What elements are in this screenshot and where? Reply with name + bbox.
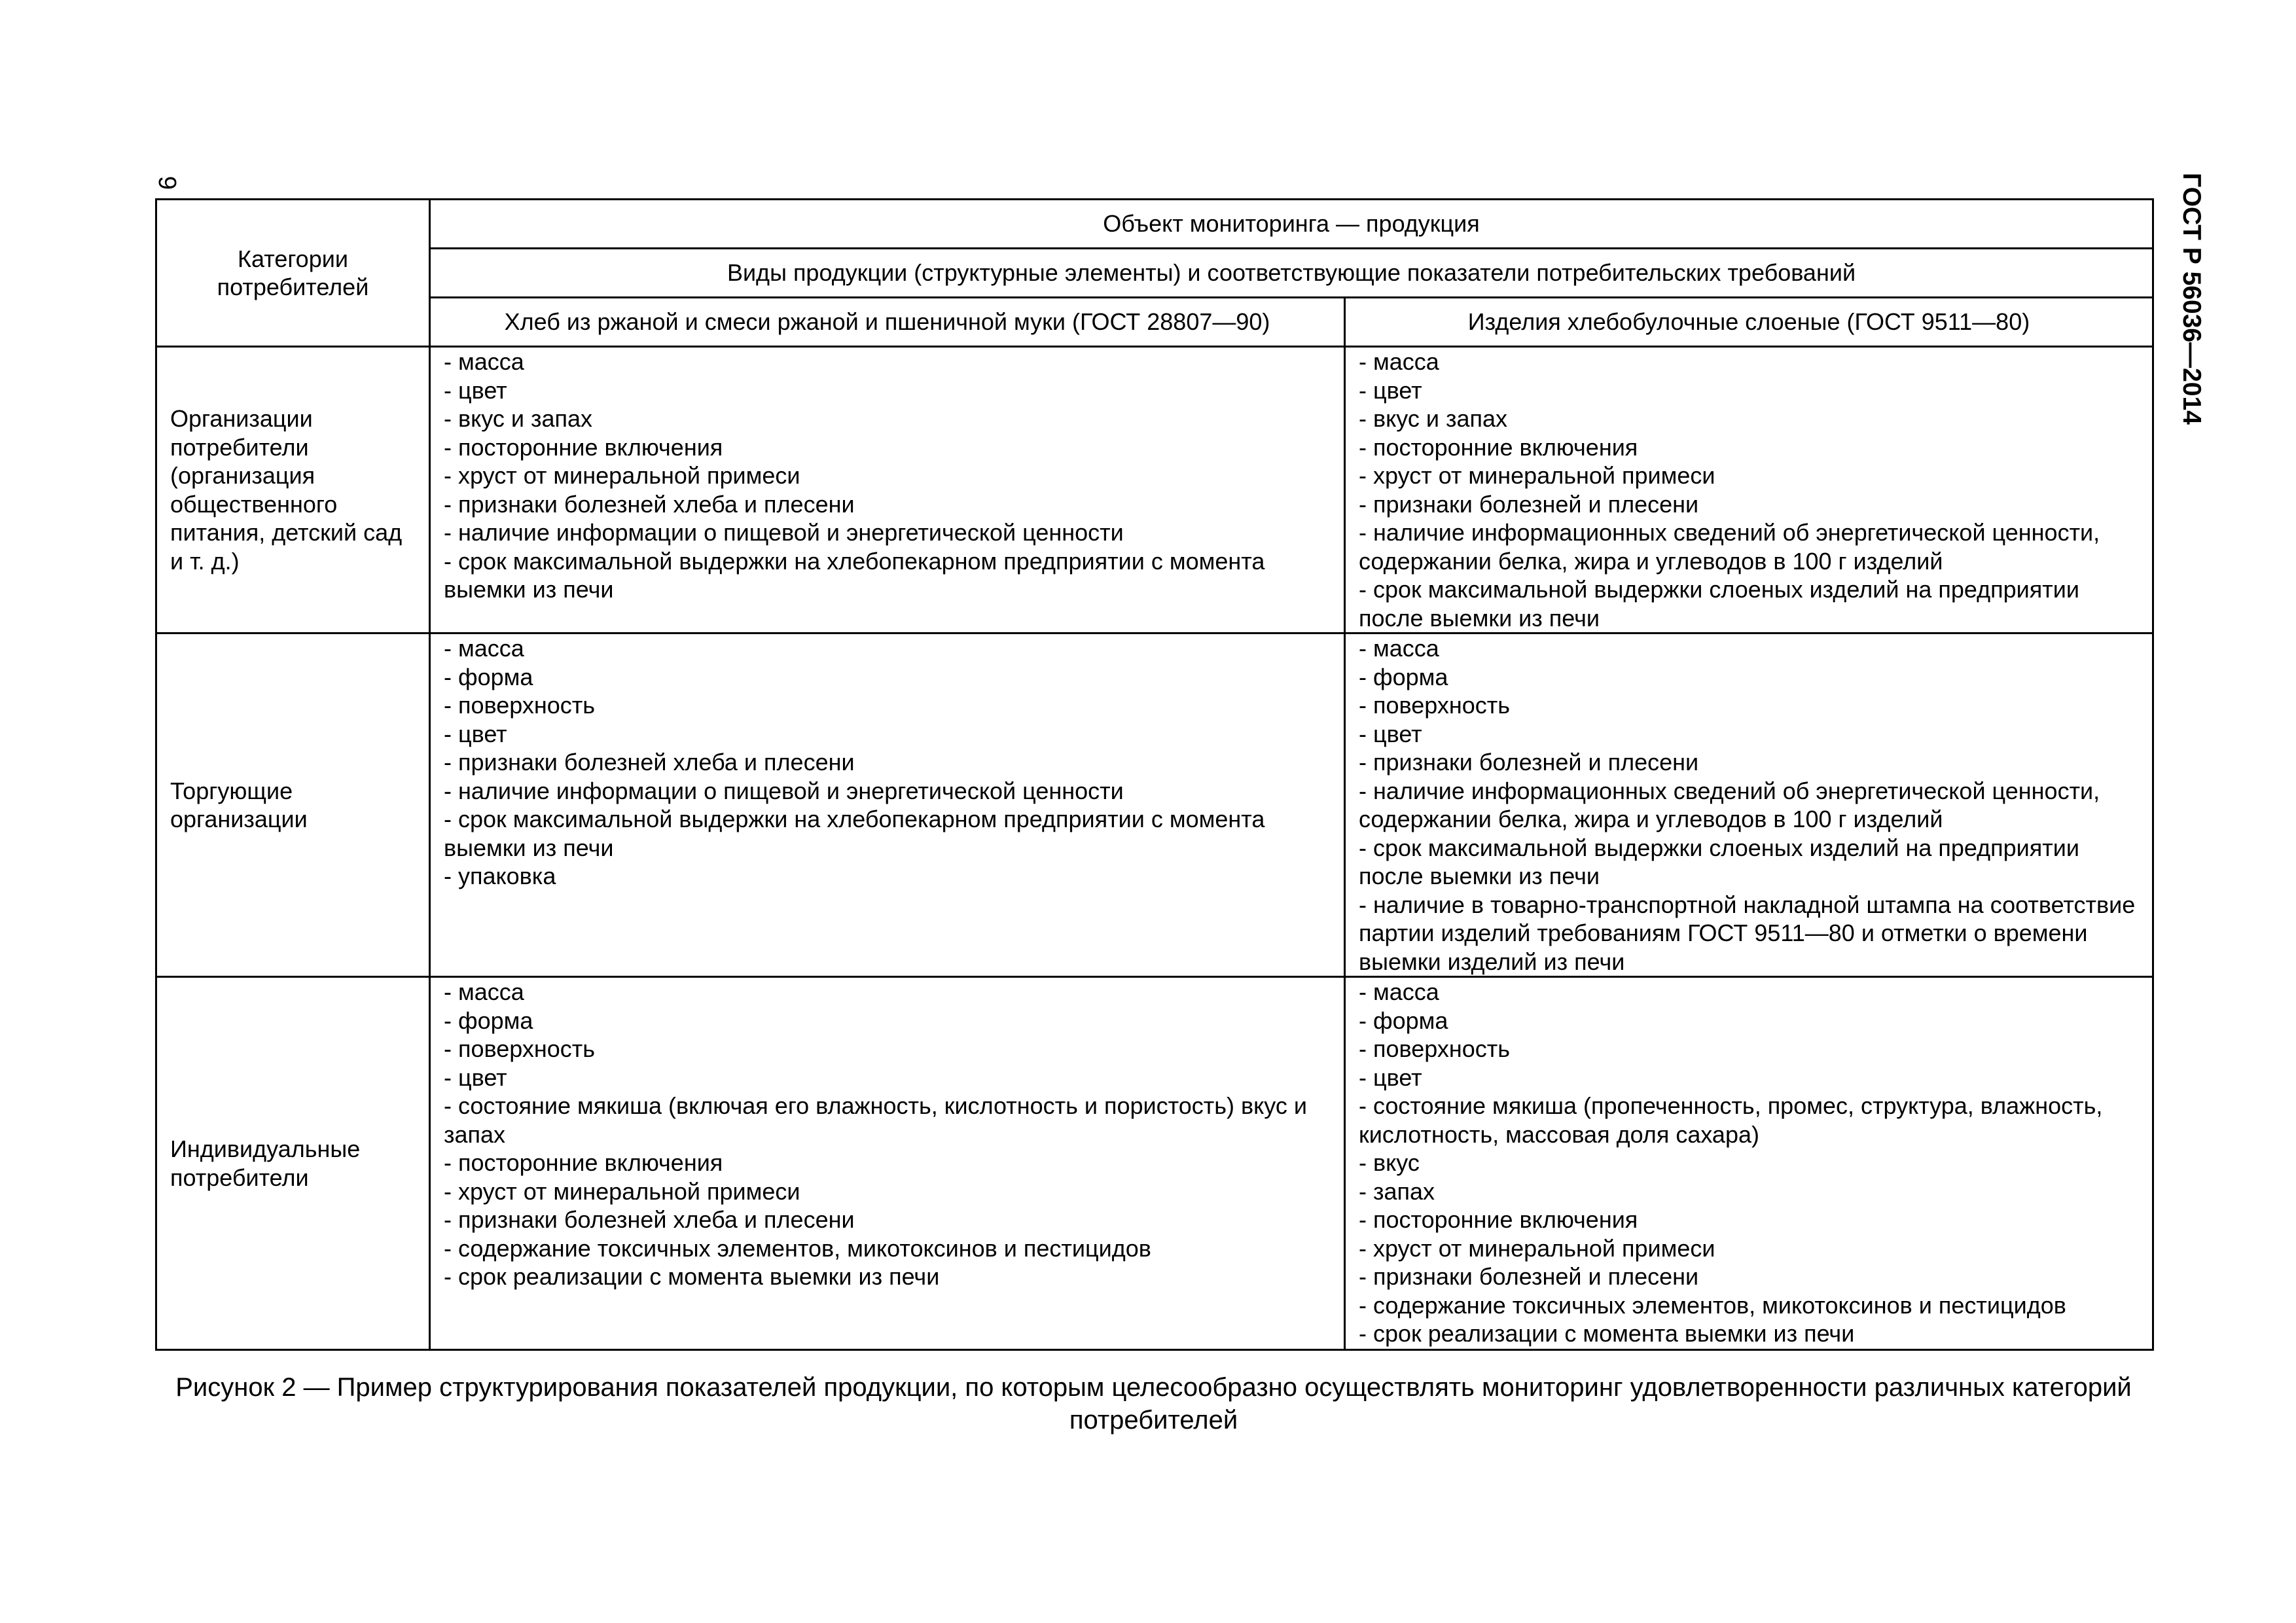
figure-caption: Рисунок 2 — Пример структурирования показателей продукции, по которым целесообразно осуществлять мониторинг удовлетворенности различных категорий потребителей [175,1373,2132,1435]
header-object: Объект мониторинга — продукция [430,200,2153,249]
list-item: - запах [1359,1177,1435,1205]
list-item: - содержание токсичных элементов, микотоксинов и пестицидов [1359,1291,2066,1319]
list-item: - форма [444,663,533,690]
indicators-layered [1345,347,2153,633]
list-item: - цвет [1359,376,1422,404]
list-item: - хруст от минеральной примеси [444,1177,800,1205]
table-row [156,633,2153,977]
standard-code: ГОСТ Р 56036—2014 [2178,173,2206,425]
list-item: - масса [444,348,524,375]
category-cell: Организации потребители (организация общественного питания, детский сад и т. д.) [156,347,430,633]
list-item: - масса [1359,635,1439,662]
list-item: - поверхность [1359,692,1511,719]
list-item: - поверхность [444,692,596,719]
list-item: - масса [444,978,524,1005]
list-item: - содержание токсичных элементов, микотоксинов и пестицидов [444,1234,1151,1262]
list-item: - хруст от минеральной примеси [1359,1234,1715,1262]
list-item: - наличие информационных сведений об энергетической ценности, содержании белка, жира и углеводов в 100 г изделий [1359,777,2100,832]
list-item: - состояние мякиша (пропеченность, промес, структура, влажность, кислотность, массовая доля сахара) [1359,1092,2103,1148]
list-item: - форма [1359,663,1448,690]
list-item: - посторонние включения [444,433,723,461]
list-item: - срок реализации с момента выемки из печи [1359,1320,1855,1347]
list-item: - поверхность [1359,1035,1511,1062]
list-item: - форма [1359,1007,1448,1034]
list-item: - срок реализации с момента выемки из печи [444,1263,940,1290]
header-categories: Категории потребителей [156,200,430,347]
list-item: - состояние мякиша (включая его влажность, кислотность и пористость) вкус и запах [444,1092,1307,1148]
list-item: - срок максимальной выдержки на хлебопекарном предприятии с момента выемки из печи [444,547,1265,603]
header-product-layered: Изделия хлебобулочные слоеные (ГОСТ 9511—80) [1345,298,2153,347]
list-item: - посторонние включения [1359,433,1638,461]
list-item: - масса [1359,978,1439,1005]
list-item: - масса [444,635,524,662]
indicators-bread [430,347,1345,633]
list-item: - вкус и запах [1359,405,1508,432]
list-item: - вкус [1359,1149,1420,1176]
list-item: - масса [1359,348,1439,375]
list-item: - цвет [444,376,507,404]
list-item: - признаки болезней и плесени [1359,1263,1699,1290]
list-item: - срок максимальной выдержки слоеных изделий на предприятии после выемки из печи [1359,576,2079,632]
category-cell: Индивидуальные потребители [156,977,430,1350]
list-item: - признаки болезней хлеба и плесени [444,490,855,518]
list-item: - упаковка [444,863,556,889]
table-row [156,347,2153,633]
list-item: - срок максимальной выдержки на хлебопекарном предприятии с момента выемки из печи [444,806,1265,861]
list-item: - вкус и запах [444,405,593,432]
list-item: - срок максимальной выдержки слоеных изделий на предприятии после выемки из печи [1359,834,2079,889]
indicators-bread [430,633,1345,977]
list-item: - наличие информации о пищевой и энергетической ценности [444,777,1124,804]
list-item: - наличие информации о пищевой и энергетической ценности [444,519,1124,546]
header-product-types: Виды продукции (структурные элементы) и соответствующие показатели потребительских требований [430,249,2153,298]
list-item: - цвет [444,1063,507,1091]
monitoring-table [155,198,2154,1351]
indicators-layered [1345,633,2153,977]
list-item: - цвет [1359,720,1422,747]
list-item: - признаки болезней и плесени [1359,490,1699,518]
page-number: 9 [153,175,181,190]
list-item: - форма [444,1007,533,1034]
list-item: - поверхность [444,1035,596,1062]
list-item: - посторонние включения [444,1149,723,1176]
list-item: - наличие в товарно-транспортной накладной штампа на соответствие партии изделий требованиям ГОСТ 9511—80 и отметки о времени выемки изделий из печи [1359,891,2136,975]
header-product-bread: Хлеб из ржаной и смеси ржаной и пшеничной муки (ГОСТ 28807—90) [430,298,1345,347]
list-item: - цвет [444,720,507,747]
table-row [156,977,2153,1350]
list-item: - посторонние включения [1359,1206,1638,1233]
indicators-layered [1345,977,2153,1350]
category-cell: Торгующие организации [156,633,430,977]
list-item: - признаки болезней хлеба и плесени [444,749,855,776]
list-item: - хруст от минеральной примеси [1359,462,1715,489]
list-item: - хруст от минеральной примеси [444,462,800,489]
list-item: - признаки болезней хлеба и плесени [444,1206,855,1233]
list-item: - признаки болезней и плесени [1359,749,1699,776]
list-item: - наличие информационных сведений об энергетической ценности, содержании белка, жира и углеводов в 100 г изделий [1359,519,2100,575]
indicators-bread [430,977,1345,1350]
list-item: - цвет [1359,1063,1422,1091]
